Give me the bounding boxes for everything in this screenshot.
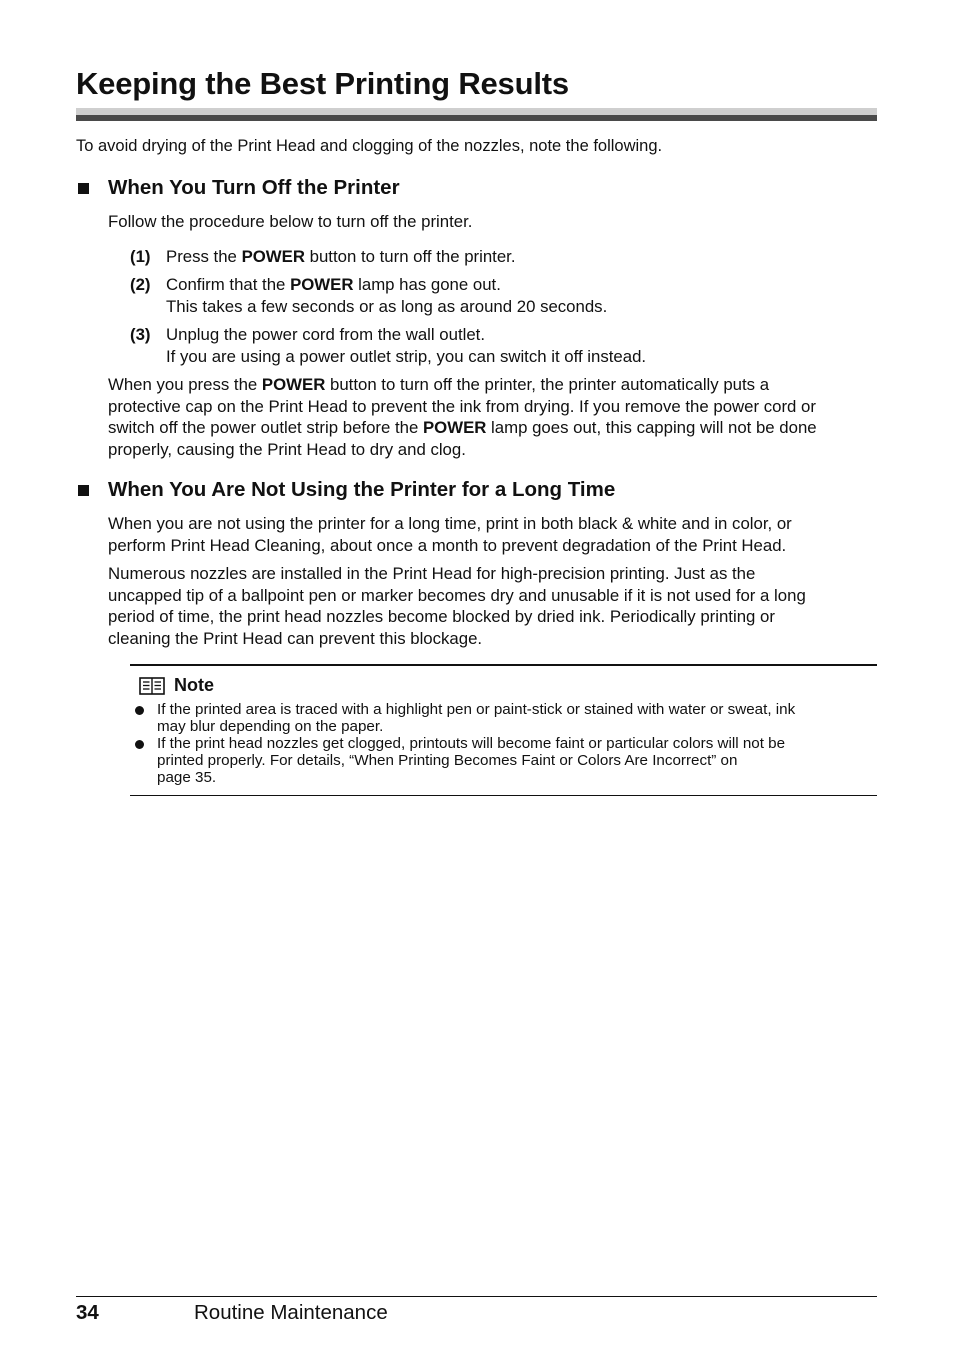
bullet-dot-icon — [135, 706, 144, 715]
square-bullet-icon — [78, 183, 89, 194]
section-heading-turn-off — [78, 176, 400, 200]
step-number: (3) — [130, 325, 151, 344]
section-heading-long-time — [78, 478, 615, 502]
step-detail: This takes a few seconds or as long as around 20 seconds. — [166, 296, 608, 316]
section-heading-text: When You Turn Off the Printer — [108, 176, 400, 199]
step-1: (1) Press the POWER button to turn off the printer. — [130, 247, 516, 266]
footer-rule — [76, 1296, 877, 1297]
note-bottom-rule — [130, 795, 877, 796]
bullet-dot-icon — [135, 740, 144, 749]
capping-paragraph: When you press the POWER button to turn off the printer, the printer automatically puts a protective cap on the Print Head to prevent the ink from drying. If you remove the power cord or switch off the power outlet strip before the POWER lamp goes out, this capping will not be done properly, causing the Print Head to dry and clog. — [108, 375, 817, 459]
step-number: (2) — [130, 275, 151, 294]
step-2: (2) Confirm that the POWER lamp has gone out. This takes a few seconds or as long as around 20 seconds. — [130, 275, 608, 316]
note-top-rule — [130, 664, 877, 666]
step-detail: If you are using a power outlet strip, you can switch it off instead. — [166, 346, 647, 366]
note-label: Note — [174, 675, 214, 695]
step-number: (1) — [130, 247, 151, 266]
note-header — [139, 675, 214, 696]
book-icon — [139, 676, 165, 696]
long-time-paragraph-2: Numerous nozzles are installed in the Print Head for high-precision printing. Just as the uncapped tip of a ballpoint pen or marker becomes dry and unusable if it is not used for a long period of time, the print head nozzles become blocked by dried ink. Periodically printing or cleaning the Print Head can prevent this blockage. — [108, 564, 806, 648]
intro-text: To avoid drying of the Print Head and clogging of the nozzles, note the following. — [76, 137, 663, 155]
footer-section-name: Routine Maintenance — [194, 1301, 388, 1324]
section-lead: Follow the procedure below to turn off the printer. — [108, 212, 473, 231]
page-number: 34 — [76, 1301, 99, 1324]
title-rule — [76, 108, 877, 121]
square-bullet-icon — [78, 485, 89, 496]
page-title: Keeping the Best Printing Results — [76, 66, 569, 101]
long-time-paragraph-1: When you are not using the printer for a long time, print in both black & white and in color, or perform Print Head Cleaning, about once a month to prevent degradation of the Print Head. — [108, 514, 792, 555]
section-heading-text: When You Are Not Using the Printer for a Long Time — [108, 478, 616, 501]
step-3: (3) Unplug the power cord from the wall outlet. If you are using a power outlet strip, you can switch it off instead. — [130, 325, 647, 366]
